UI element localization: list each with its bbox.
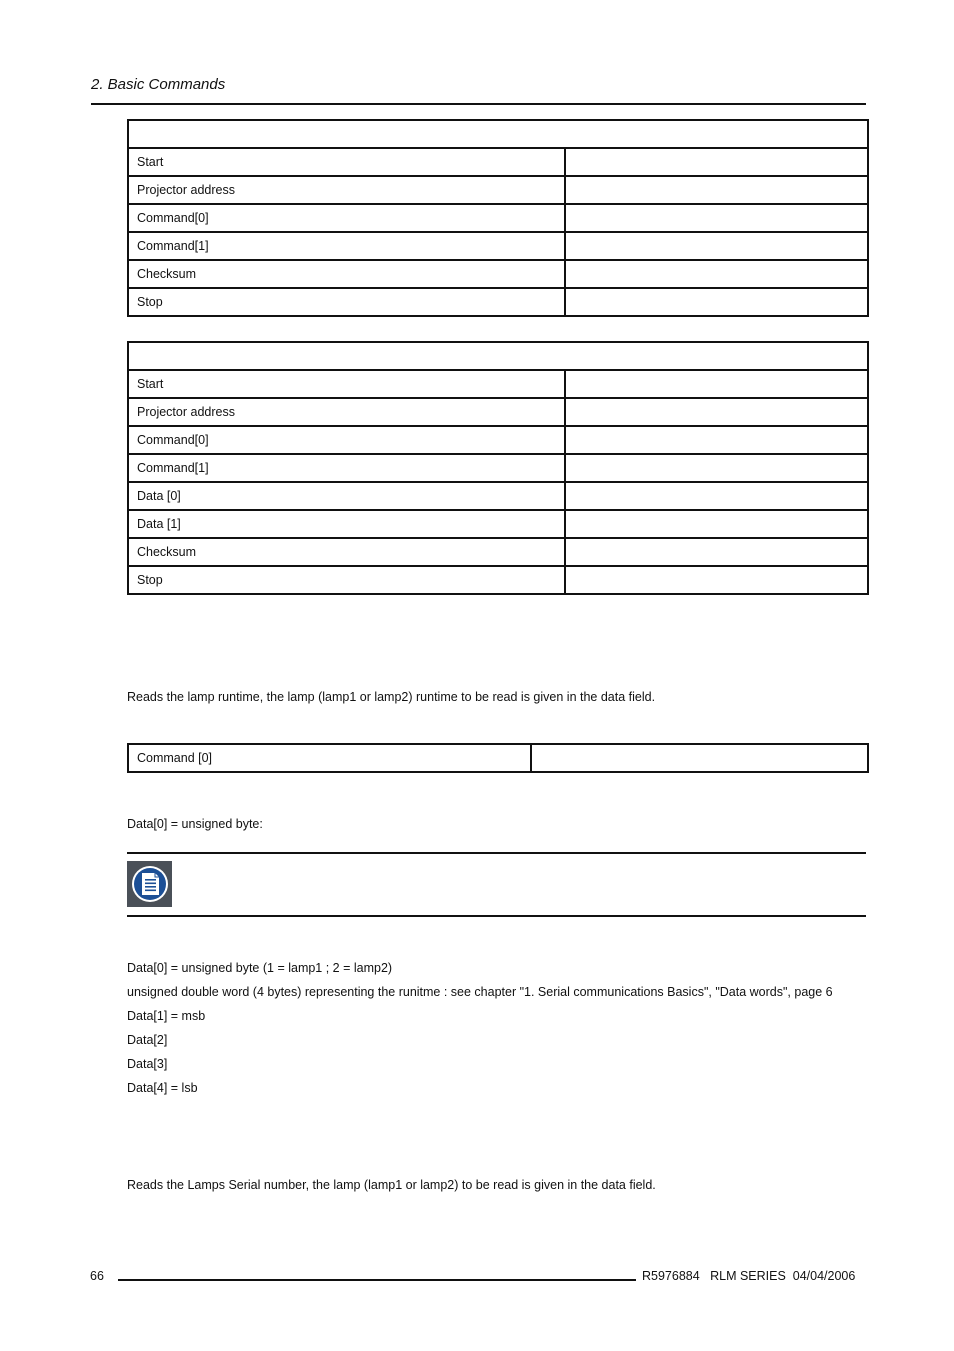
table-row (128, 510, 868, 538)
row-label: Projector address (128, 398, 565, 426)
row-value (565, 232, 868, 260)
row-label: Start (128, 370, 565, 398)
command-frame-table (127, 119, 869, 317)
table-row (128, 538, 868, 566)
detail-line: Data[3] (127, 1057, 168, 1071)
row-label: Command [0] (128, 744, 531, 772)
document-reference: R5976884 RLM SERIES 04/04/2006 (642, 1269, 856, 1283)
row-label: Command[1] (128, 232, 565, 260)
row-value (565, 260, 868, 288)
table-row (128, 204, 868, 232)
row-value (565, 566, 868, 594)
row-value (565, 148, 868, 176)
row-label: Stop (128, 288, 565, 316)
row-value (565, 398, 868, 426)
row-label: Data [1] (128, 510, 565, 538)
row-label: Command[0] (128, 204, 565, 232)
detail-line: Data[1] = msb (127, 1009, 206, 1023)
row-value (565, 176, 868, 204)
row-label: Projector address (128, 176, 565, 204)
table-row (128, 454, 868, 482)
table-row (128, 398, 868, 426)
row-value (565, 426, 868, 454)
table-row (128, 288, 868, 316)
table-row (128, 260, 868, 288)
row-value (565, 370, 868, 398)
row-label: Stop (128, 566, 565, 594)
lamp-runtime-description: Reads the lamp runtime, the lamp (lamp1 or lamp2) runtime to be read is given in the data field. (127, 690, 656, 704)
table-row (128, 482, 868, 510)
footer-rule (118, 1279, 636, 1281)
row-label: Command[0] (128, 426, 565, 454)
note-top-rule (127, 852, 866, 854)
row-value (565, 454, 868, 482)
table-row (128, 426, 868, 454)
row-label: Data [0] (128, 482, 565, 510)
note-bottom-rule (127, 915, 866, 917)
note-icon (127, 861, 172, 907)
row-value (565, 510, 868, 538)
detail-line: Data[4] = lsb (127, 1081, 198, 1095)
reply-frame-table (127, 341, 869, 595)
row-label: Start (128, 148, 565, 176)
row-value (565, 288, 868, 316)
data-description: Data[0] = unsigned byte: (127, 817, 263, 831)
table-row (128, 176, 868, 204)
table-row (128, 148, 868, 176)
row-value (531, 744, 868, 772)
table-row (128, 232, 868, 260)
row-label: Checksum (128, 260, 565, 288)
page-header-title: 2. Basic Commands (91, 76, 226, 93)
row-value (565, 482, 868, 510)
row-value (565, 204, 868, 232)
detail-line: unsigned double word (4 bytes) representing the runitme : see chapter "1. Serial communications Basics", "Data words", page 6 (127, 985, 833, 999)
table-caption (128, 342, 868, 370)
table-row (128, 566, 868, 594)
detail-line: Data[0] = unsigned byte (1 = lamp1 ; 2 = lamp2) (127, 961, 393, 975)
header-rule (91, 103, 866, 105)
lamp-serial-description: Reads the Lamps Serial number, the lamp (lamp1 or lamp2) to be read is given in the data field. (127, 1178, 656, 1192)
row-label: Checksum (128, 538, 565, 566)
table-caption (128, 120, 868, 148)
row-value (565, 538, 868, 566)
table-row (128, 370, 868, 398)
row-label: Command[1] (128, 454, 565, 482)
table-row (128, 744, 868, 772)
detail-line: Data[2] (127, 1033, 168, 1047)
page-number: 66 (90, 1269, 104, 1283)
command-table (127, 743, 869, 773)
